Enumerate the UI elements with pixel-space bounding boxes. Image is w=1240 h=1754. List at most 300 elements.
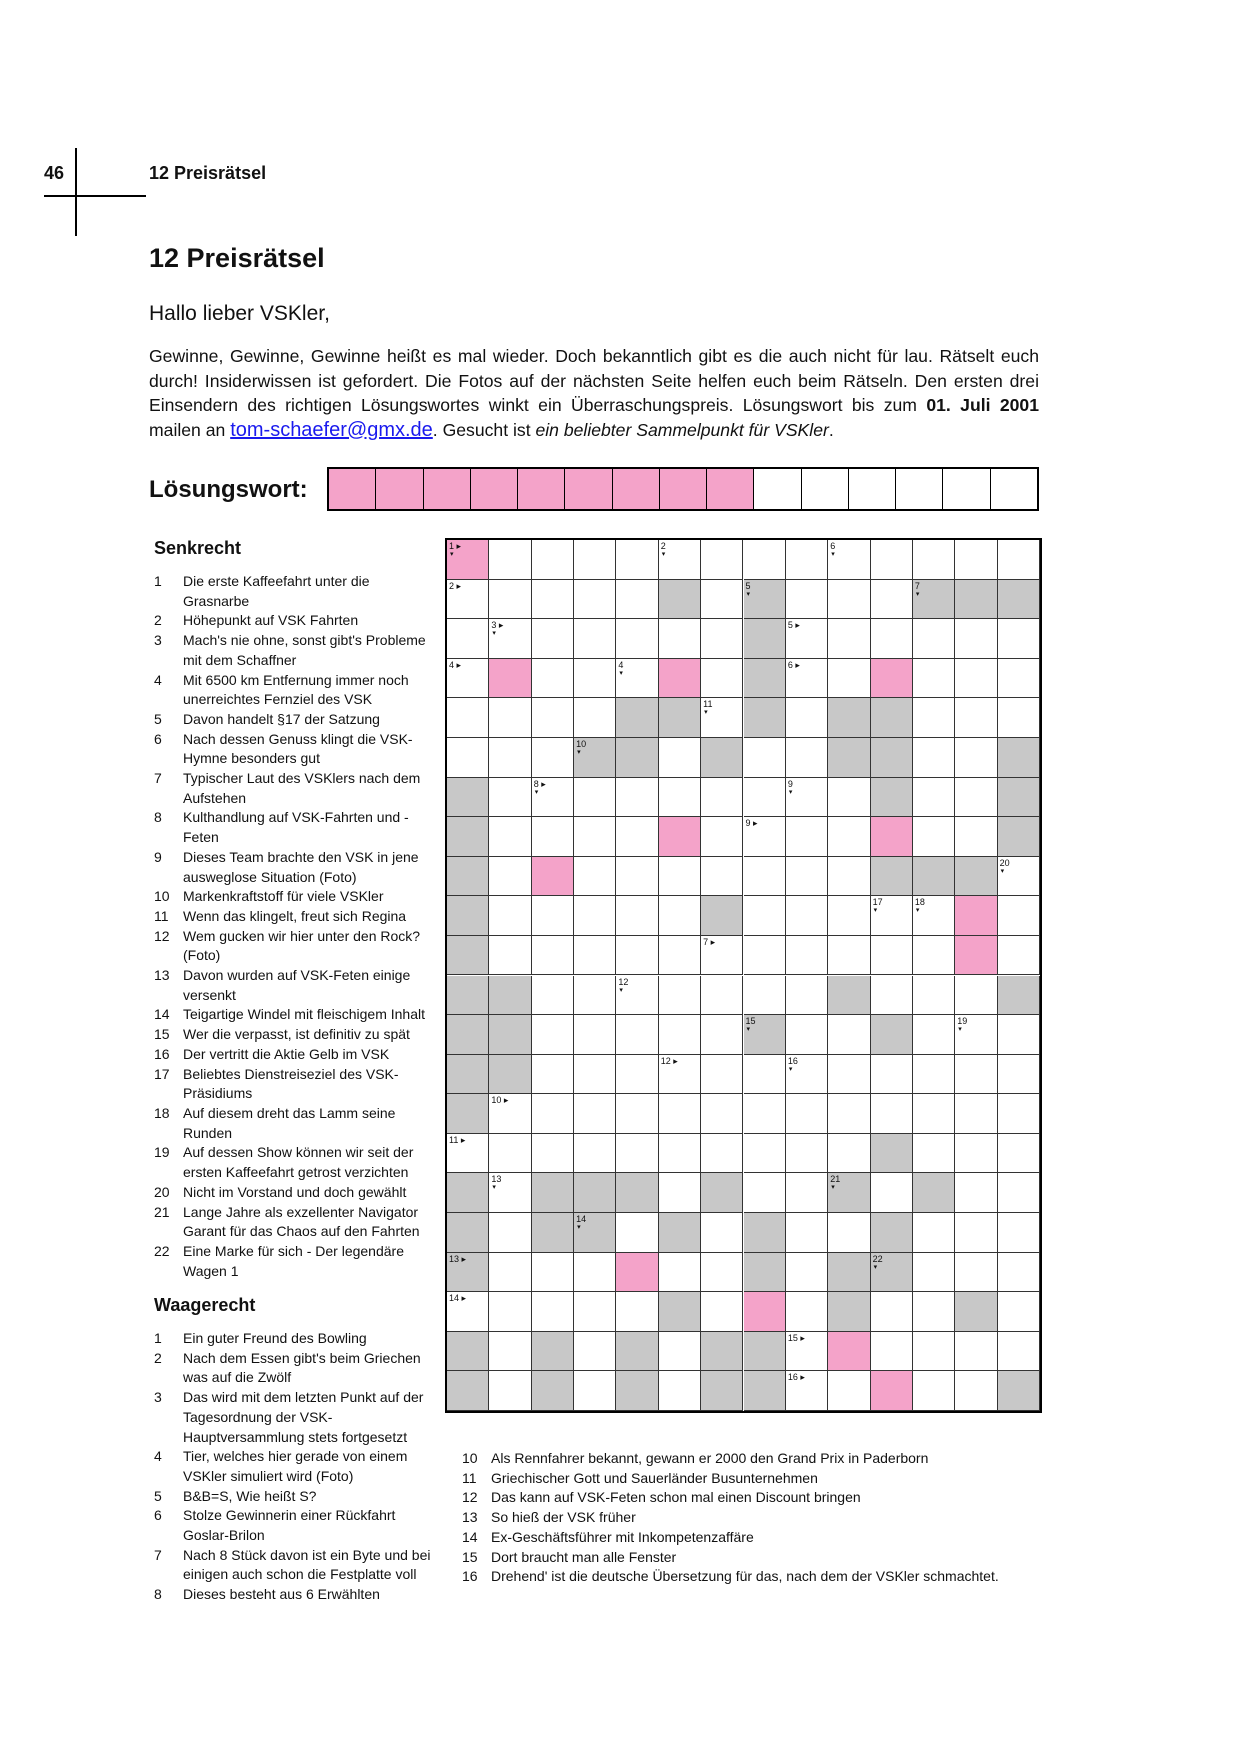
grid-cell[interactable] bbox=[574, 1292, 616, 1332]
grid-cell[interactable] bbox=[616, 896, 658, 936]
grid-cell[interactable] bbox=[828, 580, 870, 620]
grid-cell[interactable] bbox=[659, 1253, 701, 1293]
grid-cell[interactable] bbox=[955, 976, 997, 1016]
grid-cell[interactable] bbox=[447, 619, 489, 659]
grid-cell[interactable] bbox=[701, 540, 743, 580]
grid-cell[interactable] bbox=[913, 698, 955, 738]
grid-cell[interactable] bbox=[532, 896, 574, 936]
blocked-cell bbox=[871, 778, 913, 818]
grid-cell[interactable] bbox=[616, 659, 658, 699]
down-arrow-icon: ▾ bbox=[788, 788, 793, 796]
grid-cell[interactable] bbox=[616, 778, 658, 818]
grid-cell[interactable] bbox=[744, 540, 786, 580]
grid-cell[interactable] bbox=[871, 976, 913, 1016]
solution-box[interactable] bbox=[707, 469, 754, 509]
grid-cell[interactable] bbox=[489, 1094, 531, 1134]
grid-cell[interactable] bbox=[744, 976, 786, 1016]
grid-cell[interactable] bbox=[828, 1094, 870, 1134]
grid-cell[interactable] bbox=[447, 1134, 489, 1174]
grid-cell[interactable] bbox=[616, 1055, 658, 1095]
grid-cell[interactable] bbox=[574, 698, 616, 738]
grid-cell[interactable] bbox=[828, 619, 870, 659]
grid-cell[interactable] bbox=[786, 1094, 828, 1134]
grid-cell[interactable] bbox=[998, 1094, 1040, 1134]
grid-cell[interactable] bbox=[913, 1055, 955, 1095]
solution-box[interactable] bbox=[565, 469, 612, 509]
grid-cell[interactable] bbox=[701, 1253, 743, 1293]
grid-cell[interactable] bbox=[532, 1253, 574, 1293]
grid-cell[interactable] bbox=[574, 778, 616, 818]
grid-cell[interactable] bbox=[871, 896, 913, 936]
grid-cell[interactable] bbox=[913, 1371, 955, 1411]
grid-cell[interactable] bbox=[701, 1213, 743, 1253]
clue-text: Das wird mit dem letzten Punkt auf der Tagesordnung der VSK-Hauptversammlung stets fortgesetzt bbox=[183, 1389, 424, 1445]
grid-cell[interactable] bbox=[574, 1094, 616, 1134]
solution-box[interactable] bbox=[376, 469, 423, 509]
grid-cell[interactable] bbox=[659, 1173, 701, 1213]
grid-cell[interactable] bbox=[744, 936, 786, 976]
grid-cell[interactable] bbox=[786, 1055, 828, 1095]
solution-cell[interactable] bbox=[489, 659, 531, 699]
grid-cell[interactable] bbox=[871, 619, 913, 659]
grid-cell[interactable] bbox=[955, 1015, 997, 1055]
grid-cell[interactable] bbox=[574, 1134, 616, 1174]
grid-cell[interactable] bbox=[616, 976, 658, 1016]
grid-cell[interactable] bbox=[532, 1134, 574, 1174]
grid-cell[interactable] bbox=[659, 619, 701, 659]
grid-cell[interactable] bbox=[701, 580, 743, 620]
grid-cell[interactable] bbox=[574, 936, 616, 976]
grid-cell[interactable] bbox=[574, 580, 616, 620]
grid-cell[interactable] bbox=[786, 896, 828, 936]
down-arrow-icon: ▾ bbox=[704, 709, 708, 717]
grid-cell[interactable] bbox=[574, 1015, 616, 1055]
grid-cell[interactable] bbox=[744, 1094, 786, 1134]
grid-cell[interactable] bbox=[955, 738, 997, 778]
grid-cell[interactable] bbox=[616, 1134, 658, 1174]
grid-cell[interactable] bbox=[786, 619, 828, 659]
solution-cell[interactable] bbox=[744, 1292, 786, 1332]
grid-cell[interactable] bbox=[828, 1213, 870, 1253]
grid-cell[interactable] bbox=[828, 857, 870, 897]
grid-cell[interactable] bbox=[489, 738, 531, 778]
grid-cell[interactable] bbox=[447, 698, 489, 738]
grid-cell[interactable] bbox=[489, 936, 531, 976]
grid-cell[interactable] bbox=[532, 1094, 574, 1134]
grid-cell[interactable] bbox=[828, 1055, 870, 1095]
grid-cell[interactable] bbox=[871, 540, 913, 580]
grid-cell[interactable] bbox=[744, 1134, 786, 1174]
grid-cell[interactable] bbox=[744, 896, 786, 936]
grid-cell[interactable] bbox=[574, 659, 616, 699]
senkrecht-clue-list bbox=[154, 572, 434, 1281]
grid-cell[interactable] bbox=[828, 936, 870, 976]
grid-cell[interactable] bbox=[913, 1213, 955, 1253]
blocked-cell bbox=[871, 1134, 913, 1174]
grid-cell[interactable] bbox=[998, 659, 1040, 699]
down-arrow-icon: ▾ bbox=[492, 630, 496, 638]
grid-cell[interactable] bbox=[913, 817, 955, 857]
email-link[interactable]: tom-schaefer@gmx.de bbox=[230, 418, 433, 441]
grid-cell[interactable] bbox=[786, 540, 828, 580]
grid-cell[interactable] bbox=[489, 540, 531, 580]
grid-cell[interactable] bbox=[532, 778, 574, 818]
grid-cell[interactable] bbox=[786, 659, 828, 699]
solution-cell[interactable] bbox=[532, 857, 574, 897]
grid-cell[interactable] bbox=[913, 540, 955, 580]
grid-cell[interactable] bbox=[616, 1213, 658, 1253]
grid-cell[interactable] bbox=[489, 817, 531, 857]
blocked-cell bbox=[532, 1332, 574, 1372]
blocked-cell bbox=[659, 1213, 701, 1253]
grid-cell[interactable] bbox=[955, 540, 997, 580]
clue-item bbox=[154, 887, 434, 907]
blocked-cell bbox=[955, 1292, 997, 1332]
grid-cell[interactable] bbox=[616, 540, 658, 580]
grid-cell[interactable] bbox=[447, 738, 489, 778]
blocked-cell bbox=[447, 1094, 489, 1134]
solution-box[interactable] bbox=[754, 469, 801, 509]
blocked-cell bbox=[447, 1173, 489, 1213]
clue-text: Auf diesem dreht das Lamm seine Runden bbox=[183, 1104, 396, 1141]
grid-cell[interactable] bbox=[998, 1134, 1040, 1174]
grid-cell[interactable] bbox=[532, 540, 574, 580]
grid-cell[interactable] bbox=[447, 659, 489, 699]
grid-cell[interactable] bbox=[913, 1332, 955, 1372]
grid-cell[interactable] bbox=[786, 1015, 828, 1055]
clue-text: B&B=S, Wie heißt S? bbox=[183, 1487, 317, 1504]
grid-cell[interactable] bbox=[786, 1332, 828, 1372]
grid-cell[interactable] bbox=[955, 1094, 997, 1134]
grid-cell[interactable] bbox=[913, 1094, 955, 1134]
grid-cell[interactable] bbox=[659, 1371, 701, 1411]
clue-text: Kulthandlung auf VSK-Fahrten und -Feten bbox=[183, 809, 409, 846]
grid-cell[interactable] bbox=[532, 976, 574, 1016]
grid-cell[interactable] bbox=[913, 1292, 955, 1332]
grid-cell[interactable] bbox=[447, 1292, 489, 1332]
grid-cell[interactable] bbox=[532, 817, 574, 857]
grid-cell[interactable] bbox=[744, 778, 786, 818]
grid-cell[interactable] bbox=[871, 1173, 913, 1213]
grid-cell[interactable] bbox=[998, 698, 1040, 738]
grid-cell[interactable] bbox=[659, 778, 701, 818]
grid-cell[interactable] bbox=[913, 1015, 955, 1055]
solution-cell[interactable] bbox=[955, 896, 997, 936]
cell-number: 8 ▸ bbox=[533, 778, 546, 789]
grid-cell[interactable] bbox=[998, 1253, 1040, 1293]
solution-box[interactable] bbox=[424, 469, 471, 509]
grid-cell[interactable] bbox=[616, 580, 658, 620]
grid-cell[interactable] bbox=[659, 1094, 701, 1134]
solution-cell[interactable] bbox=[447, 540, 489, 580]
grid-cell[interactable] bbox=[786, 936, 828, 976]
solution-box[interactable] bbox=[613, 469, 660, 509]
grid-cell[interactable] bbox=[871, 1292, 913, 1332]
grid-cell[interactable] bbox=[701, 1015, 743, 1055]
grid-cell[interactable] bbox=[786, 1134, 828, 1174]
grid-cell[interactable] bbox=[744, 817, 786, 857]
down-arrow-icon: ▾ bbox=[577, 748, 581, 756]
grid-cell[interactable] bbox=[659, 1015, 701, 1055]
solution-cell[interactable] bbox=[871, 1371, 913, 1411]
grid-cell[interactable] bbox=[828, 1134, 870, 1174]
grid-cell[interactable] bbox=[574, 817, 616, 857]
grid-cell[interactable] bbox=[489, 1292, 531, 1332]
grid-cell[interactable] bbox=[701, 1292, 743, 1332]
grid-cell[interactable] bbox=[871, 936, 913, 976]
grid-cell[interactable] bbox=[744, 1055, 786, 1095]
grid-cell[interactable] bbox=[701, 778, 743, 818]
clue-text: Nach dem Essen gibt's beim Griechen was auf die Zwölf bbox=[183, 1349, 421, 1386]
grid-cell[interactable] bbox=[786, 778, 828, 818]
grid-cell[interactable] bbox=[489, 698, 531, 738]
clue-number: 3 bbox=[154, 1389, 162, 1406]
grid-cell[interactable] bbox=[489, 1371, 531, 1411]
grid-cell[interactable] bbox=[955, 1173, 997, 1213]
grid-cell[interactable] bbox=[447, 580, 489, 620]
grid-cell[interactable] bbox=[786, 698, 828, 738]
grid-cell[interactable] bbox=[786, 976, 828, 1016]
grid-cell[interactable] bbox=[489, 1332, 531, 1372]
solution-box[interactable] bbox=[943, 469, 990, 509]
grid-cell[interactable] bbox=[828, 1015, 870, 1055]
grid-cell[interactable] bbox=[659, 1332, 701, 1372]
grid-cell[interactable] bbox=[998, 857, 1040, 897]
grid-cell[interactable] bbox=[955, 817, 997, 857]
grid-cell[interactable] bbox=[532, 1055, 574, 1095]
blocked-cell bbox=[574, 1173, 616, 1213]
grid-cell[interactable] bbox=[659, 857, 701, 897]
grid-cell[interactable] bbox=[701, 817, 743, 857]
grid-cell[interactable] bbox=[532, 580, 574, 620]
grid-cell[interactable] bbox=[786, 857, 828, 897]
blocked-cell bbox=[744, 619, 786, 659]
grid-cell[interactable] bbox=[955, 1055, 997, 1095]
grid-cell[interactable] bbox=[574, 540, 616, 580]
grid-cell[interactable] bbox=[828, 778, 870, 818]
solution-box[interactable] bbox=[518, 469, 565, 509]
grid-cell[interactable] bbox=[786, 1173, 828, 1213]
grid-cell[interactable] bbox=[489, 1173, 531, 1213]
grid-cell[interactable] bbox=[532, 936, 574, 976]
grid-cell[interactable] bbox=[913, 1134, 955, 1174]
grid-cell[interactable] bbox=[998, 1055, 1040, 1095]
grid-cell[interactable] bbox=[998, 1332, 1040, 1372]
grid-cell[interactable] bbox=[786, 738, 828, 778]
clue-item bbox=[154, 1025, 434, 1045]
grid-cell[interactable] bbox=[489, 619, 531, 659]
grid-cell[interactable] bbox=[998, 1213, 1040, 1253]
grid-cell[interactable] bbox=[871, 1332, 913, 1372]
grid-cell[interactable] bbox=[955, 659, 997, 699]
clue-number: 17 bbox=[154, 1065, 170, 1082]
grid-cell[interactable] bbox=[998, 1015, 1040, 1055]
clue-text: Nicht im Vorstand und doch gewählt bbox=[183, 1183, 407, 1200]
grid-cell[interactable] bbox=[659, 1055, 701, 1095]
grid-cell[interactable] bbox=[786, 1253, 828, 1293]
grid-cell[interactable] bbox=[998, 1292, 1040, 1332]
grid-cell[interactable] bbox=[659, 540, 701, 580]
solution-box[interactable] bbox=[660, 469, 707, 509]
grid-cell[interactable] bbox=[786, 580, 828, 620]
grid-cell[interactable] bbox=[744, 738, 786, 778]
clue-number: 15 bbox=[154, 1026, 170, 1043]
grid-cell[interactable] bbox=[998, 936, 1040, 976]
grid-cell[interactable] bbox=[701, 1134, 743, 1174]
grid-cell[interactable] bbox=[955, 778, 997, 818]
solution-cell[interactable] bbox=[955, 936, 997, 976]
senkrecht-heading: Senkrecht bbox=[154, 538, 242, 558]
grid-cell[interactable] bbox=[913, 659, 955, 699]
grid-cell[interactable] bbox=[532, 1292, 574, 1332]
grid-cell[interactable] bbox=[574, 619, 616, 659]
grid-cell[interactable] bbox=[532, 698, 574, 738]
grid-cell[interactable] bbox=[998, 619, 1040, 659]
clue-item bbox=[462, 1548, 1022, 1568]
grid-cell[interactable] bbox=[871, 1055, 913, 1095]
grid-cell[interactable] bbox=[489, 896, 531, 936]
grid-cell[interactable] bbox=[701, 936, 743, 976]
grid-cell[interactable] bbox=[659, 936, 701, 976]
grid-cell[interactable] bbox=[532, 1015, 574, 1055]
cell-number: 11 ▸ bbox=[449, 1134, 466, 1145]
grid-cell[interactable] bbox=[955, 698, 997, 738]
grid-cell[interactable] bbox=[913, 619, 955, 659]
grid-cell[interactable] bbox=[701, 976, 743, 1016]
blocked-cell bbox=[447, 1332, 489, 1372]
grid-cell[interactable] bbox=[913, 976, 955, 1016]
grid-cell[interactable] bbox=[998, 896, 1040, 936]
grid-cell[interactable] bbox=[828, 817, 870, 857]
grid-cell[interactable] bbox=[659, 976, 701, 1016]
grid-cell[interactable] bbox=[701, 619, 743, 659]
clue-item bbox=[154, 611, 434, 631]
grid-cell[interactable] bbox=[955, 1213, 997, 1253]
grid-cell[interactable] bbox=[701, 857, 743, 897]
grid-cell[interactable] bbox=[913, 936, 955, 976]
blocked-cell bbox=[913, 1173, 955, 1213]
grid-cell[interactable] bbox=[871, 1094, 913, 1134]
clue-text: So hieß der VSK früher bbox=[491, 1509, 636, 1526]
solution-hint: ein beliebter Sammelpunkt für VSKler bbox=[535, 419, 829, 440]
clue-text: Mit 6500 km Entfernung immer noch unerreichtes Fernziel des VSK bbox=[183, 671, 409, 708]
grid-cell[interactable] bbox=[489, 1134, 531, 1174]
grid-cell[interactable] bbox=[659, 896, 701, 936]
grid-cell[interactable] bbox=[532, 659, 574, 699]
solution-cell[interactable] bbox=[871, 659, 913, 699]
blocked-cell bbox=[955, 580, 997, 620]
clue-number: 13 bbox=[154, 967, 170, 984]
solution-box[interactable] bbox=[896, 469, 943, 509]
grid-cell[interactable] bbox=[489, 580, 531, 620]
grid-cell[interactable] bbox=[955, 619, 997, 659]
grid-cell[interactable] bbox=[616, 817, 658, 857]
grid-cell[interactable] bbox=[574, 1332, 616, 1372]
grid-cell[interactable] bbox=[489, 1213, 531, 1253]
grid-cell[interactable] bbox=[955, 1253, 997, 1293]
blocked-cell bbox=[447, 936, 489, 976]
clue-text: Wem gucken wir hier unter den Rock? (Foto) bbox=[183, 927, 421, 964]
grid-cell[interactable] bbox=[786, 1213, 828, 1253]
grid-cell[interactable] bbox=[998, 1173, 1040, 1213]
grid-cell[interactable] bbox=[489, 1253, 531, 1293]
grid-cell[interactable] bbox=[616, 1292, 658, 1332]
solution-cell[interactable] bbox=[659, 659, 701, 699]
grid-cell[interactable] bbox=[913, 778, 955, 818]
blocked-cell bbox=[744, 1371, 786, 1411]
cell-number: 7 ▸ bbox=[703, 936, 716, 947]
grid-cell[interactable] bbox=[659, 738, 701, 778]
grid-cell[interactable] bbox=[701, 1094, 743, 1134]
grid-cell[interactable] bbox=[828, 896, 870, 936]
grid-cell[interactable] bbox=[786, 1292, 828, 1332]
solution-box[interactable] bbox=[991, 469, 1037, 509]
grid-cell[interactable] bbox=[574, 896, 616, 936]
cell-number: 2 ▸ bbox=[449, 580, 462, 591]
solution-box[interactable] bbox=[329, 469, 376, 509]
solution-cell[interactable] bbox=[828, 1332, 870, 1372]
grid-cell[interactable] bbox=[998, 540, 1040, 580]
grid-cell[interactable] bbox=[489, 778, 531, 818]
clue-number: 15 bbox=[462, 1548, 478, 1565]
grid-cell[interactable] bbox=[786, 1371, 828, 1411]
clue-number: 20 bbox=[154, 1183, 170, 1200]
grid-cell[interactable] bbox=[955, 1332, 997, 1372]
grid-cell[interactable] bbox=[913, 738, 955, 778]
grid-cell[interactable] bbox=[701, 698, 743, 738]
grid-cell[interactable] bbox=[616, 936, 658, 976]
blocked-cell bbox=[955, 857, 997, 897]
grid-cell[interactable] bbox=[955, 1371, 997, 1411]
grid-cell[interactable] bbox=[786, 817, 828, 857]
blocked-cell bbox=[913, 857, 955, 897]
grid-cell[interactable] bbox=[616, 1094, 658, 1134]
grid-cell[interactable] bbox=[744, 1173, 786, 1213]
solution-box[interactable] bbox=[849, 469, 896, 509]
grid-cell[interactable] bbox=[489, 857, 531, 897]
grid-cell[interactable] bbox=[532, 619, 574, 659]
solution-cell[interactable] bbox=[616, 1253, 658, 1293]
grid-cell[interactable] bbox=[574, 1371, 616, 1411]
grid-cell[interactable] bbox=[616, 619, 658, 659]
grid-cell[interactable] bbox=[871, 580, 913, 620]
grid-cell[interactable] bbox=[659, 1134, 701, 1174]
solution-cell[interactable] bbox=[659, 817, 701, 857]
solution-box[interactable] bbox=[802, 469, 849, 509]
grid-cell[interactable] bbox=[574, 857, 616, 897]
grid-cell[interactable] bbox=[532, 738, 574, 778]
grid-cell[interactable] bbox=[701, 659, 743, 699]
grid-cell[interactable] bbox=[828, 1371, 870, 1411]
grid-cell[interactable] bbox=[913, 1253, 955, 1293]
grid-cell[interactable] bbox=[574, 1253, 616, 1293]
clue-number: 16 bbox=[154, 1045, 170, 1062]
grid-cell[interactable] bbox=[616, 1015, 658, 1055]
grid-cell[interactable] bbox=[574, 976, 616, 1016]
grid-cell[interactable] bbox=[955, 1134, 997, 1174]
clue-item bbox=[154, 1143, 434, 1182]
grid-cell[interactable] bbox=[701, 1055, 743, 1095]
grid-cell[interactable] bbox=[913, 896, 955, 936]
grid-cell[interactable] bbox=[744, 857, 786, 897]
solution-box[interactable] bbox=[471, 469, 518, 509]
clue-number: 11 bbox=[462, 1469, 477, 1486]
solution-cell[interactable] bbox=[871, 817, 913, 857]
grid-cell[interactable] bbox=[616, 857, 658, 897]
grid-cell[interactable] bbox=[828, 540, 870, 580]
grid-cell[interactable] bbox=[828, 659, 870, 699]
grid-cell[interactable] bbox=[574, 1055, 616, 1095]
